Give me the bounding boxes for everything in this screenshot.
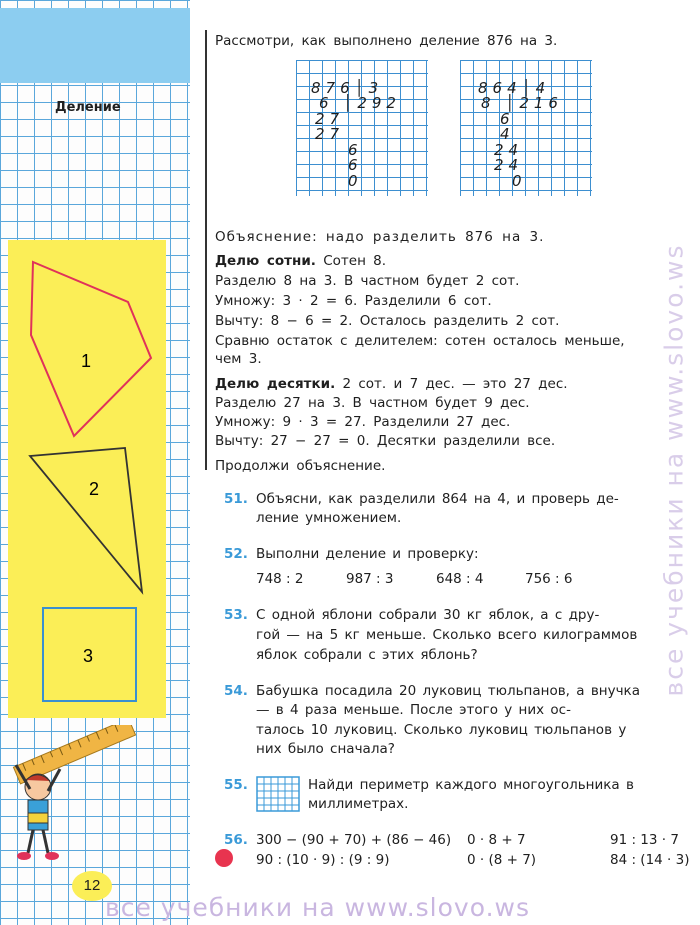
example1-row-2: 6 │292 bbox=[319, 94, 401, 112]
watermark-bottom: все учебники на www.slovo.ws bbox=[105, 893, 530, 922]
exercise-52-item: 648 : 4 bbox=[436, 571, 484, 587]
intro-text: Рассмотри, как выполнено деление 876 на 3. bbox=[215, 33, 558, 49]
exercise-51-text: Объясни, как разделили 864 на 4, и проверь де- bbox=[256, 491, 619, 507]
example1-row-7: 0 bbox=[348, 172, 363, 190]
exercise-54-text: талось 10 луковиц. Сколько луковиц тюльпанов у bbox=[256, 722, 627, 738]
exercise-56-expression: 0 · (8 + 7) bbox=[467, 852, 537, 868]
explanation-hundreds-heading: Делю сотни. Сотен 8. bbox=[215, 253, 387, 269]
example2-row-1: 864│4 bbox=[478, 79, 551, 97]
exercise-54-text: — в 4 раза меньше. После этого у них ос- bbox=[256, 702, 571, 718]
explanation-line: Умножу: 3 · 2 = 6. Разделили 6 сот. bbox=[215, 293, 492, 309]
grid-icon bbox=[256, 776, 300, 812]
exercise-55-text: Найди периметр каждого многоугольника в bbox=[308, 777, 634, 793]
explanation-continue: Продолжи объяснение. bbox=[215, 458, 386, 474]
exercise-number-56: 56. bbox=[224, 832, 248, 848]
header-band bbox=[0, 8, 190, 83]
explanation-line: Умножу: 9 · 3 = 27. Разделили 27 дес. bbox=[215, 414, 511, 430]
exercise-number-51: 51. bbox=[224, 491, 248, 507]
example2-row-2: 8 │216 bbox=[481, 94, 563, 112]
example1-row-4: 27 bbox=[315, 125, 345, 143]
exercise-56-expression: 0 · 8 + 7 bbox=[467, 832, 526, 848]
exercise-56-expression: 84 : (14 · 3) bbox=[610, 852, 690, 868]
exercise-56-expression: 90 : (10 · 9) : (9 : 9) bbox=[256, 852, 390, 868]
exercise-52-item: 987 : 3 bbox=[346, 571, 394, 587]
example2-row-7: 0 bbox=[512, 172, 527, 190]
exercise-54-text: Бабушка посадила 20 луковиц тюльпанов, а внучка bbox=[256, 683, 640, 699]
polygons-illustration bbox=[8, 240, 168, 720]
exercise-number-54: 54. bbox=[224, 683, 248, 699]
polygon-2 bbox=[30, 448, 142, 592]
exercise-56-expression: 300 − (90 + 70) + (86 − 46) bbox=[256, 832, 452, 848]
exercise-52-item: 756 : 6 bbox=[525, 571, 573, 587]
margin-line bbox=[205, 30, 207, 470]
exercise-51-text: ление умножением. bbox=[256, 510, 402, 526]
example1-row-3: 27 bbox=[315, 110, 345, 128]
explanation-tens-heading: Делю десятки. 2 сот. и 7 дес. — это 27 дес. bbox=[215, 376, 568, 392]
explanation-line: Вычту: 27 − 27 = 0. Десятки разделили все. bbox=[215, 433, 556, 449]
explanation-line: Разделю 8 на 3. В частном будет 2 сот. bbox=[215, 273, 520, 289]
explanation-line: Сравню остаток с делителем: сотен осталось меньше, bbox=[215, 333, 625, 349]
explanation-intro: Объяснение: надо разделить 876 на 3. bbox=[215, 229, 545, 245]
exercise-number-52: 52. bbox=[224, 546, 248, 562]
example1-row-6: 6 bbox=[348, 156, 363, 174]
exercise-54-text: них было сначала? bbox=[256, 741, 395, 757]
difficulty-marker bbox=[215, 849, 233, 867]
exercise-53-text: яблок собрали с этих яблонь? bbox=[256, 647, 478, 663]
exercise-56-expression: 91 : 13 · 7 bbox=[610, 832, 679, 848]
polygon-1-label: 1 bbox=[81, 351, 92, 371]
explanation-line: Вычту: 8 − 6 = 2. Осталось разделить 2 сот. bbox=[215, 313, 560, 329]
explanation-line: чем 3. bbox=[215, 351, 262, 367]
example2-row-5: 24 bbox=[494, 141, 524, 159]
page-number: 12 bbox=[72, 871, 112, 901]
exercise-number-53: 53. bbox=[224, 607, 248, 623]
section-title: Деление bbox=[55, 100, 121, 115]
explanation-line: Разделю 27 на 3. В частном будет 9 дес. bbox=[215, 395, 530, 411]
example2-row-4: 4 bbox=[500, 125, 515, 143]
exercise-52-text: Выполни деление и проверку: bbox=[256, 546, 479, 562]
example2-row-3: 6 bbox=[500, 110, 515, 128]
example2-row-6: 24 bbox=[494, 156, 524, 174]
polygon-2-label: 2 bbox=[89, 479, 100, 499]
exercise-number-55: 55. bbox=[224, 777, 248, 793]
polygon-3-label: 3 bbox=[83, 646, 94, 666]
exercise-55-text: миллиметрах. bbox=[308, 796, 409, 812]
exercise-53-text: С одной яблони собрали 30 кг яблок, а с дру- bbox=[256, 607, 600, 623]
polygon-1 bbox=[31, 262, 151, 436]
exercise-52-item: 748 : 2 bbox=[256, 571, 304, 587]
boy-with-ruler-illustration bbox=[8, 725, 138, 865]
exercise-53-text: гой — на 5 кг меньше. Сколько всего килограммов bbox=[256, 627, 638, 643]
example1-row-1: 876│3 bbox=[311, 79, 384, 97]
example1-row-5: 6 bbox=[348, 141, 363, 159]
